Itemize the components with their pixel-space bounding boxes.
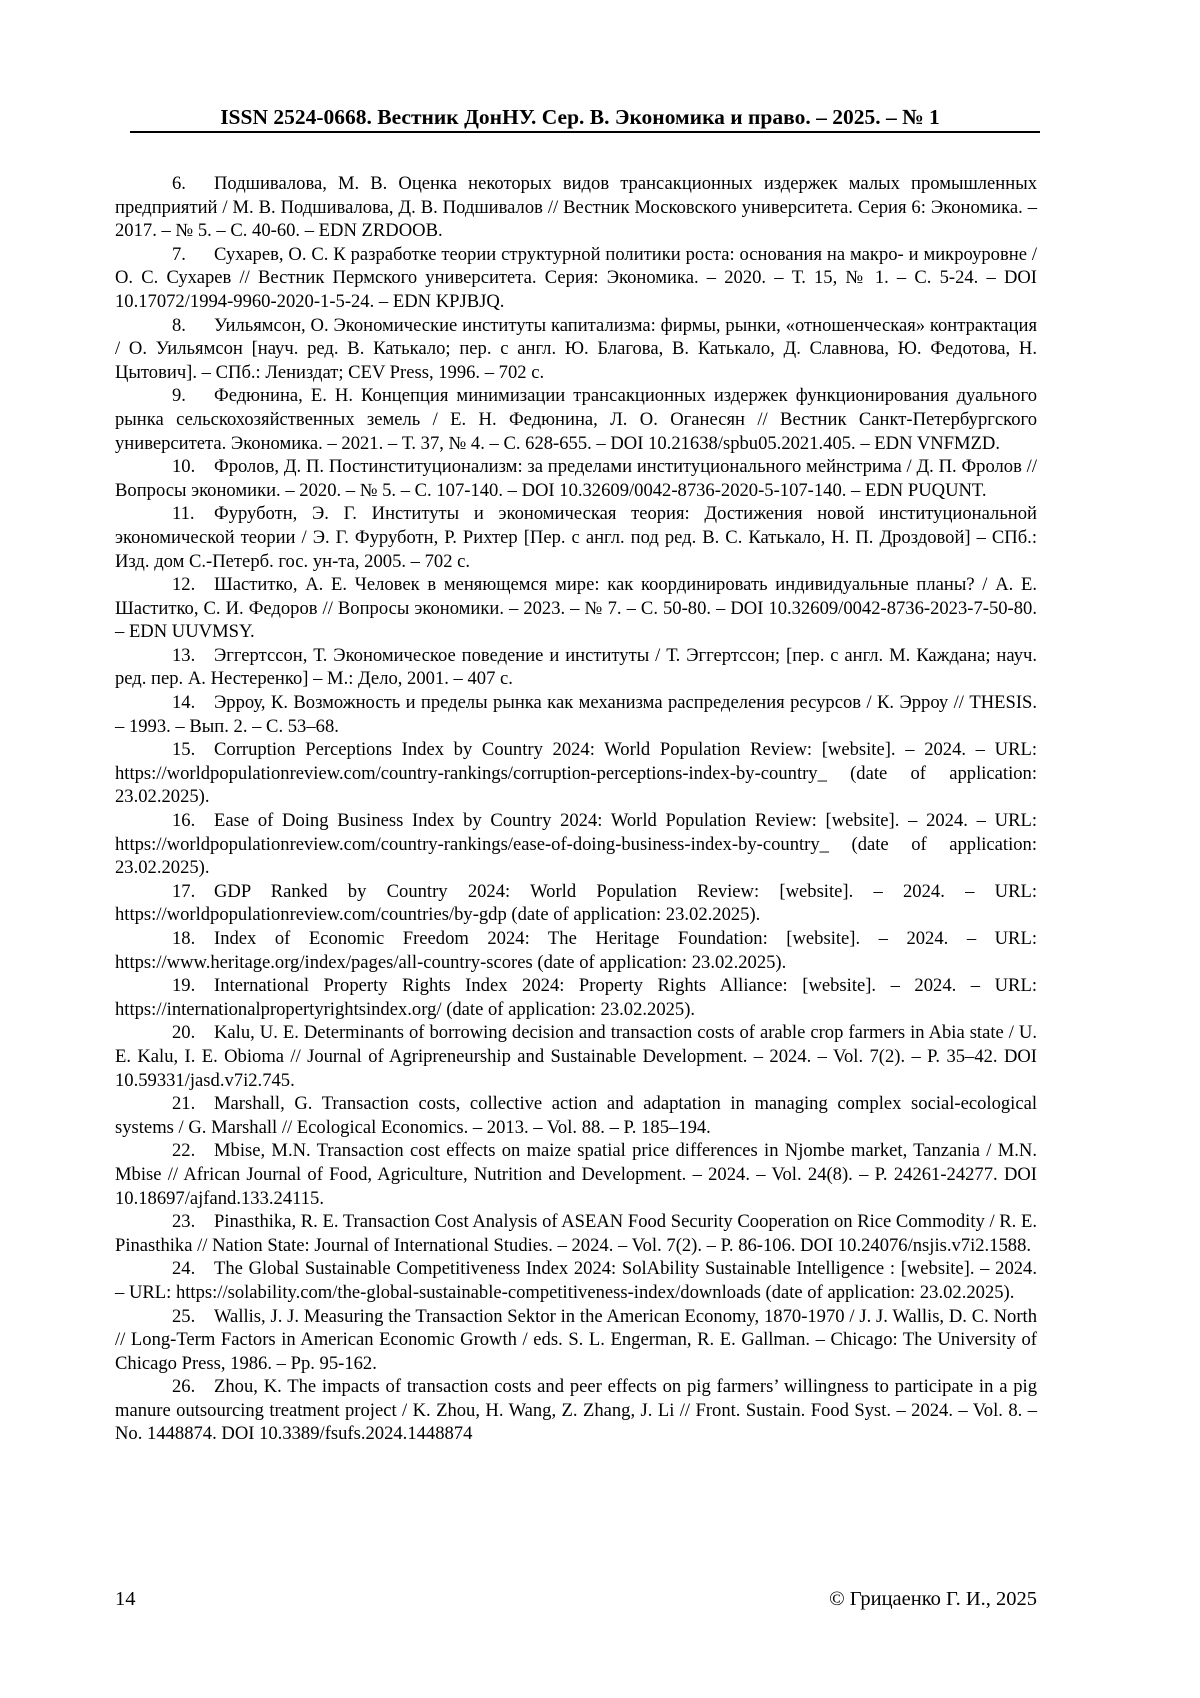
reference-item bbox=[115, 1021, 1037, 1092]
reference-item bbox=[115, 738, 1037, 809]
reference-number: 23. bbox=[172, 1211, 196, 1233]
reference-number: 7. bbox=[172, 243, 186, 265]
reference-item bbox=[115, 1257, 1037, 1304]
reference-number: 8. bbox=[172, 314, 186, 336]
reference-item bbox=[115, 880, 1037, 927]
reference-number: 6. bbox=[172, 173, 186, 194]
reference-item bbox=[115, 502, 1037, 573]
copyright-notice: © Грицаенко Г. И., 2025 bbox=[829, 1588, 1037, 1610]
page-number: 14 bbox=[115, 1588, 136, 1610]
reference-number: 24. bbox=[172, 1258, 196, 1280]
reference-text: Zhou, K. The impacts of transaction costs and peer effects on pig farmers’ willingness to participate in a pig manure outsourcing treatment project / K. Zhou, H. Wang, Z. Zhang, J. Li // Front. Sustain. Food Syst. – 2024. – Vol. 8. – No. 1448874. DOI 10.3389/fsufs.2024.1448874 bbox=[115, 1376, 1037, 1445]
reference-text: Ease of Doing Business Index by Country 2024: World Population Review: [website]. – 2024. – URL: https://worldpopulationreview.com/country-rankings/ease-of-doing-business-index-by-country_ (date of application: 23.02.2025). bbox=[115, 810, 1037, 879]
running-header: ISSN 2524-0668. Вестник ДонНУ. Сер. В. Экономика и право. – 2025. – № 1 bbox=[220, 105, 940, 129]
reference-number: 17. bbox=[172, 880, 196, 902]
reference-list bbox=[115, 172, 1037, 1446]
reference-item bbox=[115, 384, 1037, 455]
reference-text: Marshall, G. Transaction costs, collective action and adaptation in managing complex social-ecological systems / G. Marshall // Ecological Economics. – 2013. – Vol. 88. – P. 185–194. bbox=[115, 1093, 1037, 1138]
header-rule bbox=[130, 131, 1040, 133]
reference-text: Index of Economic Freedom 2024: The Heritage Foundation: [website]. – 2024. – URL: https://www.heritage.org/index/pages/all-country-scores (date of application: 23.02.2025). bbox=[115, 928, 1037, 973]
reference-item bbox=[115, 1305, 1037, 1376]
reference-text: Mbise, M.N. Transaction cost effects on maize spatial price differences in Njombe market, Tanzania / M.N. Mbise // African Journal of Food, Agriculture, Nutrition and Development. – 2024. – Vol. 24(8). – P. 24261-24277. DOI 10.18697/ajfand.133.24115. bbox=[115, 1140, 1037, 1209]
reference-text: Шаститко, А. Е. Человек в меняющемся мире: как координировать индивидуальные планы? / А. Е. Шаститко, С. И. Федоров // Вопросы экономики. – 2023. – № 7. – С. 50-80. – DOI 10.32609/0042-8736-2023-7-50-80. – EDN UUVMSY. bbox=[115, 574, 1037, 643]
reference-text: GDP Ranked by Country 2024: World Population Review: [website]. – 2024. – URL: https://worldpopulationreview.com/countries/by-gdp (date of application: 23.02.2025). bbox=[115, 880, 1037, 926]
reference-number: 26. bbox=[172, 1376, 196, 1398]
reference-number: 18. bbox=[172, 928, 196, 949]
reference-item bbox=[115, 314, 1037, 385]
reference-number: 13. bbox=[172, 644, 196, 666]
reference-text: Corruption Perceptions Index by Country 2024: World Population Review: [website]. – 2024. – URL: https://worldpopulationreview.com/country-rankings/corruption-perceptions-index-by-country_ (date of application: 23.02.2025). bbox=[115, 739, 1037, 808]
reference-item bbox=[115, 691, 1037, 738]
reference-item bbox=[115, 1139, 1037, 1210]
reference-number: 12. bbox=[172, 574, 196, 596]
reference-item bbox=[115, 455, 1037, 502]
reference-item bbox=[115, 172, 1037, 243]
reference-number: 22. bbox=[172, 1140, 196, 1162]
reference-text: Эрроу, К. Возможность и пределы рынка как механизма распределения ресурсов / К. Эрроу // THESIS. – 1993. – Вып. 2. – С. 53–68. bbox=[115, 692, 1037, 737]
reference-text: Фролов, Д. П. Постинституционализм: за пределами институционального мейнстрима / Д. П. Фролов // Вопросы экономики. – 2020. – № 5. – С. 107-140. – DOI 10.32609/0042-8736-2020-5-107-140. – EDN PUQUNT. bbox=[115, 456, 1037, 501]
reference-text: Wallis, J. J. Measuring the Transaction Sektor in the American Economy, 1870-1970 / J. J. Wallis, D. C. North // Long-Term Factors in American Economic Growth / eds. S. L. Engerman, R. E. Gallman. – Chicago: The University of Chicago Press, 1986. – Pp. 95-162. bbox=[115, 1305, 1037, 1374]
reference-item bbox=[115, 974, 1037, 1021]
reference-item bbox=[115, 644, 1037, 691]
reference-text: Фуруботн, Э. Г. Институты и экономическая теория: Достижения новой институциональной экономической теории / Э. Г. Фуруботн, Р. Рихтер [Пер. с англ. под ред. В. С. Катькало, Н. П. Дроздовой] – СПб.: Изд. дом С.-Петерб. гос. ун-та, 2005. – 702 с. bbox=[115, 503, 1037, 572]
reference-number: 20. bbox=[172, 1022, 196, 1044]
reference-text: Сухарев, О. С. К разработке теории структурной политики роста: основания на макро- и микроуровне / О. С. Сухарев // Вестник Пермского университета. Серия: Экономика. – 2020. – Т. 15, № 1. – С. 5-24. – DOI 10.17072/1994-9960-2020-1-5-24. – EDN KPJBJQ. bbox=[115, 243, 1037, 312]
reference-text: Подшивалова, М. В. Оценка некоторых видов трансакционных издержек малых промышленных предприятий / М. В. Подшивалова, Д. В. Подшивалов // Вестник Московского университета. Серия 6: Экономика. – 2017. – № 5. – С. 40-60. – EDN ZRDOOB. bbox=[115, 173, 1037, 242]
reference-item bbox=[115, 243, 1037, 314]
reference-text: Эггертссон, Т. Экономическое поведение и институты / Т. Эггертссон; [пер. с англ. М. Каждана; науч. ред. пер. А. Нестеренко] – М.: Дело, 2001. – 407 с. bbox=[115, 644, 1037, 690]
reference-item bbox=[115, 1210, 1037, 1257]
reference-number: 9. bbox=[172, 385, 186, 407]
reference-item bbox=[115, 927, 1037, 974]
reference-text: The Global Sustainable Competitiveness Index 2024: SolAbility Sustainable Intelligence : [website]. – 2024. – URL: https://solability.com/the-global-sustainable-competitiveness-index/downloads (date of application: 23.02.2025). bbox=[115, 1258, 1037, 1303]
reference-text: International Property Rights Index 2024: Property Rights Alliance: [website]. – 2024. – URL: https://internationalpropertyrightsindex.org/ (date of application: 23.02.2025). bbox=[115, 975, 1037, 1020]
reference-number: 14. bbox=[172, 692, 196, 714]
reference-number: 11. bbox=[172, 503, 195, 525]
reference-item bbox=[115, 809, 1037, 880]
reference-text: Pinasthika, R. E. Transaction Cost Analysis of ASEAN Food Security Cooperation on Rice Commodity / R. E. Pinasthika // Nation State: Journal of International Studies. – 2024. – Vol. 7(2). – P. 86-106. DOI 10.24076/nsjis.v7i2.1588. bbox=[115, 1211, 1037, 1256]
reference-number: 21. bbox=[172, 1093, 196, 1115]
reference-number: 25. bbox=[172, 1305, 196, 1327]
reference-text: Kalu, U. E. Determinants of borrowing decision and transaction costs of arable crop farmers in Abia state / U. E. Kalu, I. E. Obioma // Journal of Agripreneurship and Sustainable Development. – 2024. – Vol. 7(2). – P. 35–42. DOI 10.59331/jasd.v7i2.745. bbox=[115, 1022, 1037, 1091]
reference-text: Уильямсон, О. Экономические институты капитализма: фирмы, рынки, «отношенческая» контрактация / О. Уильямсон [науч. ред. В. Катькало; пер. с англ. Ю. Благова, В. Катькало, Д. Славнова, Ю. Федотова, Н. Цытович]. – СПб.: Лениздат; CEV Press, 1996. – 702 с. bbox=[115, 314, 1037, 383]
reference-number: 19. bbox=[172, 975, 196, 997]
reference-number: 15. bbox=[172, 739, 196, 761]
reference-item bbox=[115, 573, 1037, 644]
reference-number: 10. bbox=[172, 456, 196, 478]
reference-item bbox=[115, 1375, 1037, 1446]
reference-item bbox=[115, 1092, 1037, 1139]
reference-number: 16. bbox=[172, 810, 196, 832]
reference-text: Федюнина, Е. Н. Концепция минимизации трансакционных издержек функционирования дуального рынка сельскохозяйственных земель / Е. Н. Федюнина, Л. О. Оганесян // Вестник Санкт-Петербургского университета. Экономика. – 2021. – Т. 37, № 4. – С. 628-655. – DOI 10.21638/spbu05.2021.405. – EDN VNFMZD. bbox=[115, 385, 1037, 454]
